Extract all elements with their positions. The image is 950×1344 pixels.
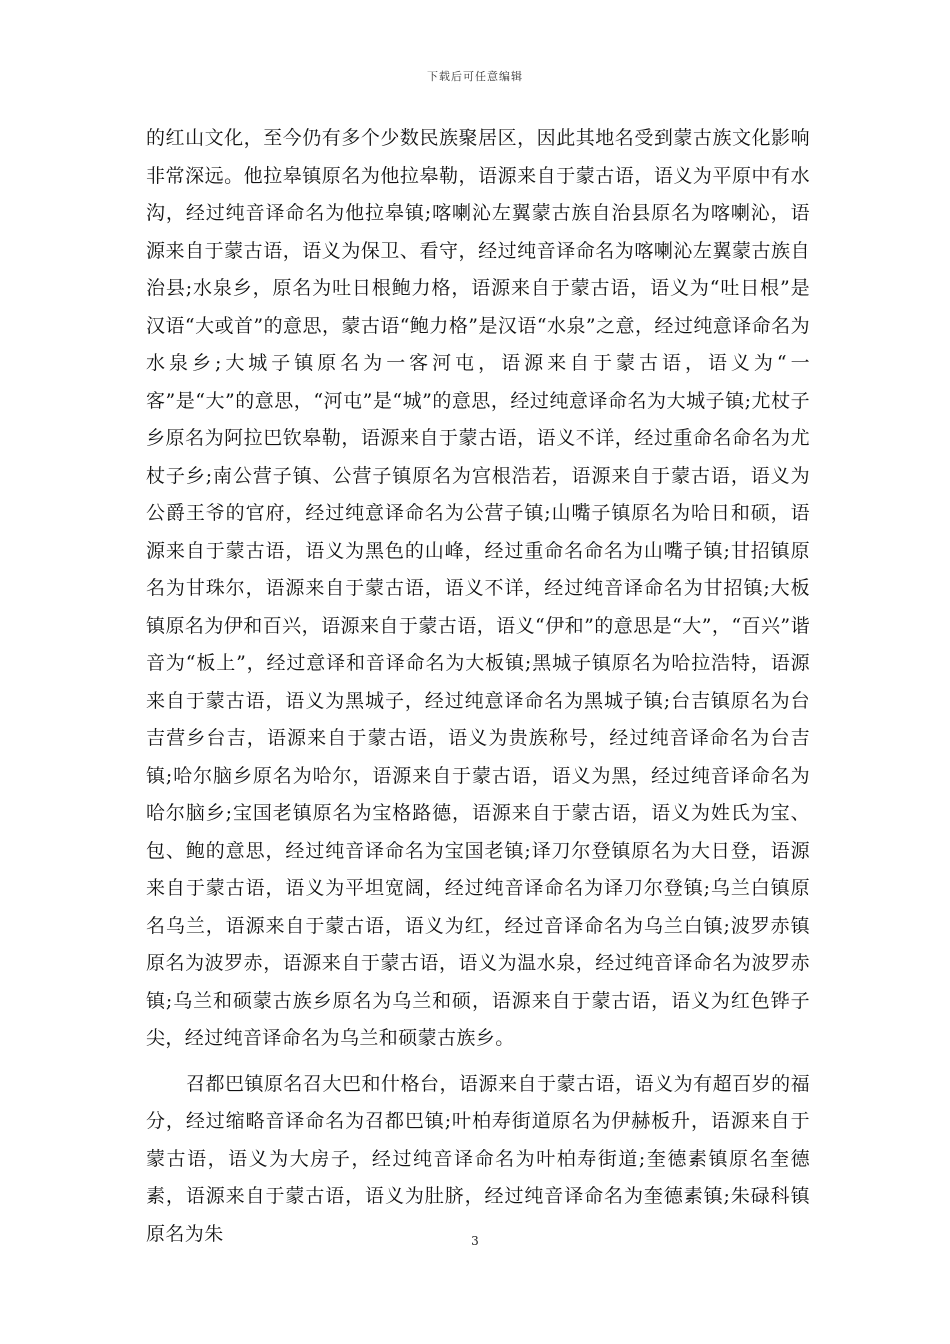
document-body bbox=[146, 120, 810, 1253]
page-number: 3 bbox=[471, 1234, 479, 1248]
paragraph: 召都巴镇原名召大巴和什格台，语源来自于蒙古语，语义为有超百岁的福分，经过缩略音译命名为召都巴镇;叶柏寿街道原名为伊赫板升，语源来自于蒙古语，语义为大房子，经过纯音译命名为叶柏寿街道;奎德素镇原名奎德素，语源来自于蒙古语，语义为肚脐，经过纯音译命名为奎德素镇;朱碌科镇原名为朱 bbox=[146, 1072, 810, 1245]
paragraph: 的红山文化，至今仍有多个少数民族聚居区，因此其地名受到蒙古族文化影响非常深远。他拉皋镇原名为他拉皋勒，语源来自于蒙古语，语义为平原中有水沟，经过纯音译命名为他拉皋镇;喀喇沁左翼蒙古族自治县原名为喀喇沁，语源来自于蒙古语，语义为保卫、看守，经过纯音译命名为喀喇沁左翼蒙古族自治县;水泉乡，原名为吐日根鲍力格，语源来自于蒙古语，语义为“吐日根”是汉语“大或首”的意思，蒙古语“鲍力格”是汉语“水泉”之意，经过纯意译命名为水泉乡;大城子镇原名为一客河屯，语源来自于蒙古语，语义为“一客”是“大”的意思，“河屯”是“城”的意思，经过纯意译命名为大城子镇;尤杖子乡原名为阿拉巴钦皋勒，语源来自于蒙古语，语义不详，经过重命名命名为尤杖子乡;南公营子镇、公营子镇原名为宫根浩若，语源来自于蒙古语，语义为公爵王爷的官府，经过纯意译命名为公营子镇;山嘴子镇原名为哈日和硕，语源来自于蒙古语，语义为黑色的山峰，经过重命名命名为山嘴子镇;甘招镇原名为甘珠尔，语源来自于蒙古语，语义不详，经过纯音译命名为甘招镇;大板镇原名为伊和百兴，语源来自于蒙古语，语义“伊和”的意思是“大”，“百兴”谐音为“板上”，经过意译和音译命名为大板镇;黑城子镇原名为哈拉浩特，语源来自于蒙古语，语义为黑城子，经过纯意译命名为黑城子镇;台吉镇原名为台吉营乡台吉，语源来自于蒙古语，语义为贵族称号，经过纯音译命名为台吉镇;哈尔脑乡原名为哈尔，语源来自于蒙古语，语义为黑，经过纯音译命名为哈尔脑乡;宝国老镇原名为宝格路德，语源来自于蒙古语，语义为姓氏为宝、包、鲍的意思，经过纯音译命名为宝国老镇;译刀尔登镇原名为大日登，语源来自于蒙古语，语义为平坦宽阔，经过纯音译命名为译刀尔登镇;乌兰白镇原名乌兰，语源来自于蒙古语，语义为红，经过音译命名为乌兰白镇;波罗赤镇原名为波罗赤，语源来自于蒙古语，语义为温水泉，经过纯音译命名为波罗赤镇;乌兰和硕蒙古族乡原名为乌兰和硕，语源来自于蒙古语，语义为红色铧子尖，经过纯音译命名为乌兰和硕蒙古族乡。 bbox=[146, 127, 810, 1049]
page-header: 下载后可任意编辑 bbox=[427, 70, 523, 83]
